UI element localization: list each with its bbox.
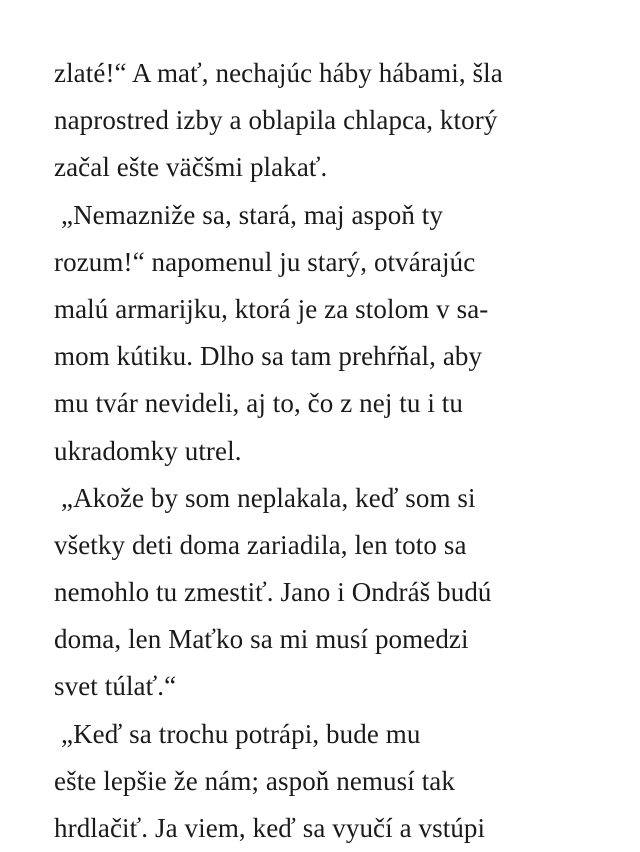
text-body [54,50,614,852]
text-line: ešte lepšie že nám; aspoň nemusí tak [54,765,455,796]
text-line: nemohlo tu zmestiť. Jano i Ondráš budú [54,577,492,608]
text-line: naprostred izby a oblapila chlapca, ktorý [54,105,498,136]
text-line-paragraph-start: „Nemazniže sa, stará, maj aspoň ty [61,199,443,230]
text-line: mom kútiku. Dlho sa tam prehŕňal, aby [54,341,483,372]
text-line: hrdlačiť. Ja viem, keď sa vyučí a vstúpi [54,813,486,843]
text-line: doma, len Maťko sa mi musí pomedzi [54,624,469,655]
text-line-paragraph-start: „Keď sa trochu potrápi, bude mu [61,718,421,749]
text-line: svet túlať.“ [54,671,177,702]
text-line: rozum!“ napomenul ju starý, otvárajúc [54,246,476,277]
text-line: malú armarijku, ktorá je za stolom v sa- [54,293,489,324]
text-line: začal ešte väčšmi plakať. [54,152,328,183]
text-line: ukradomky utrel. [54,435,242,466]
text-line-paragraph-start: „Akože by som neplakala, keď som si [61,482,476,513]
text-line: zlaté!“ A mať, nechajúc háby hábami, šla [54,58,503,88]
text-line: mu tvár nevideli, aj to, čo z nej tu i tu [54,388,463,419]
text-line: všetky deti doma zariadila, len toto sa [54,529,467,560]
